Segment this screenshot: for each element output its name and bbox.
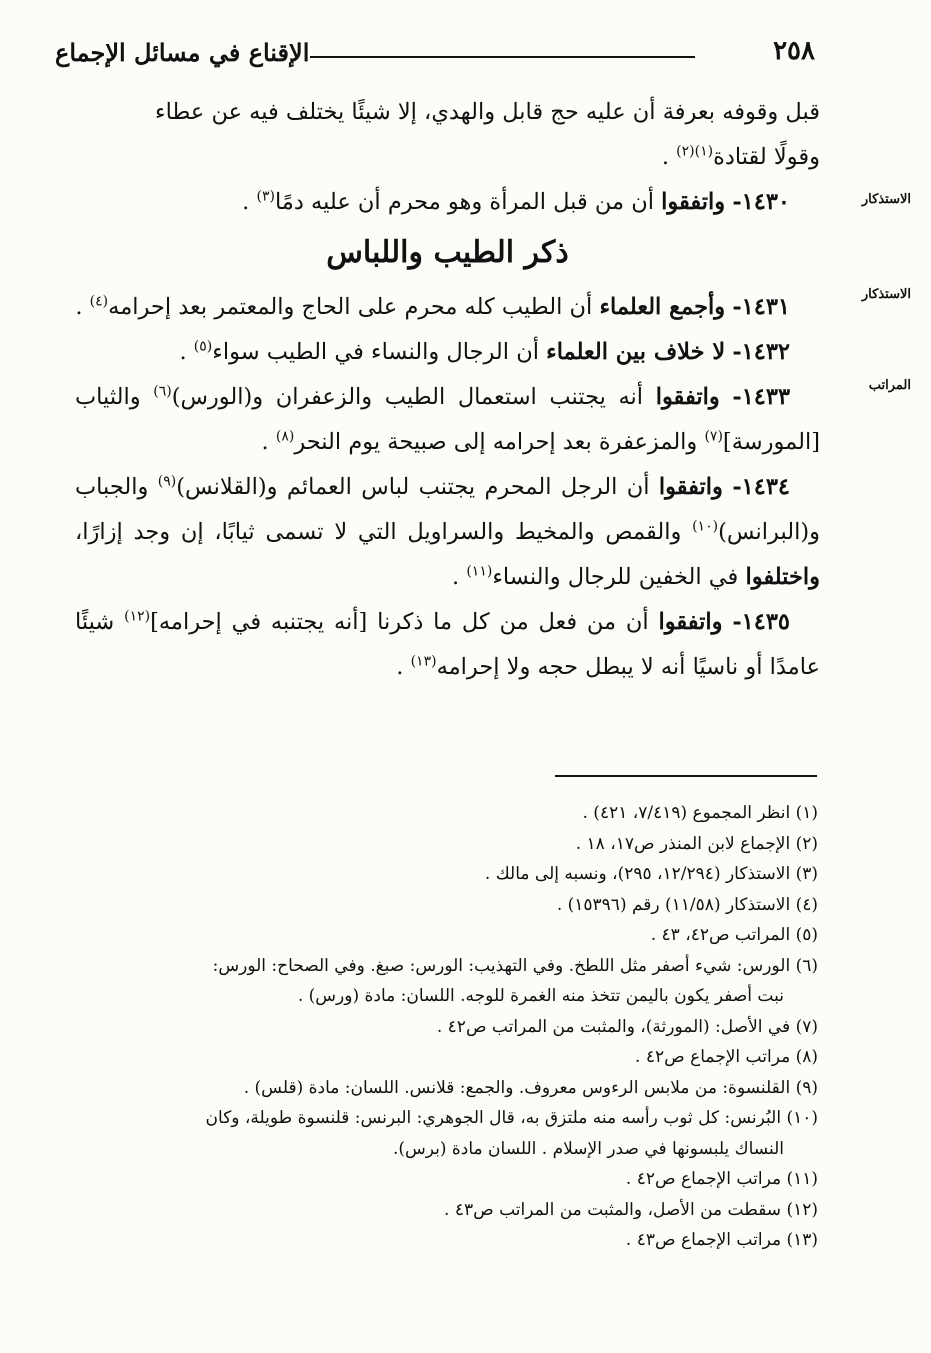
paragraph-text: أن من فعل من كل ما ذكرنا [أنه يجتنبه في إحرامه] bbox=[150, 609, 649, 635]
margin-note-istidhkar-1: الاستذكار bbox=[861, 192, 911, 207]
footnote-ref: (١٠) bbox=[692, 518, 719, 535]
footnote-ref: (٨) bbox=[275, 428, 295, 445]
paragraph-number: ١٤٣٥- bbox=[732, 609, 791, 635]
paragraph-1431: ١٤٣١- وأجمع العلماء أن الطيب كله محرم على الحاج والمعتمر بعد إحرامه$^{(٤)}$ . bbox=[75, 293, 790, 320]
footnote-ref: (٣) bbox=[256, 188, 275, 205]
footnote: (٦) الورس: شيء أصفر مثل اللطخ. وفي التهذيب: الورس: صبغ. وفي الصحاح: الورس: bbox=[212, 955, 818, 976]
paragraph-lead: واتفقوا bbox=[655, 384, 720, 410]
paragraph-1433: ١٤٣٣- واتفقوا أنه يجتنب استعمال الطيب والزعفران و(الورس)$^{(٦)}$ والثياب [المورسة]$^{(٧)}$ والمزعفرة بعد إحرامه إلى صبيحة يوم النحر$^{(٨)}$ . bbox=[75, 383, 820, 455]
footnote: (٨) مراتب الإجماع ص٤٢ . bbox=[635, 1047, 818, 1067]
paragraph-1434: ١٤٣٤- واتفقوا أن الرجل المحرم يجتنب لباس العمائم و(القلانس)$^{(٩)}$ والجباب و(البرانس)$^{(١٠)}$ والقمص والمخيط والسراويل التي لا تسمى ثيابًا، إن وجد إزارًا، واختلفوا في الخفين للرجال والنساء$^{(١١)}$ . bbox=[75, 473, 820, 590]
section-title: ذكر الطيب واللباس bbox=[326, 235, 569, 270]
footnote-ref: (٥) bbox=[193, 338, 213, 355]
paragraph-number: ١٤٣٠- bbox=[732, 189, 790, 215]
paragraph-text: شيئًا عامدًا أو ناسيًا أنه لا يبطل حجه ولا إحرامه bbox=[75, 609, 820, 680]
margin-note-istidhkar-2: الاستذكار bbox=[861, 287, 911, 302]
paragraph-text: أن الرجل المحرم يجتنب لباس العمائم و(القلانس) bbox=[176, 474, 650, 500]
footnote: (١٠) البُرنس: كل ثوب رأسه منه ملتزق به، قال الجوهري: البرنس: قلنسوة طويلة، وكان bbox=[205, 1108, 818, 1128]
paragraph-text: أن الطيب كله محرم على الحاج والمعتمر بعد bbox=[178, 294, 593, 320]
paragraph-text: أن من قبل المرأة وهو محرم أن عليه دمًا bbox=[274, 189, 654, 215]
book-title: الإقناع في مسائل الإجماع bbox=[55, 38, 310, 67]
footnote-ref: (١)(٢) bbox=[676, 143, 714, 160]
intro-line: قبل وقوفه بعرفة أن عليه حج قابل والهدي، إلا شيئًا يختلف فيه عن عطاء bbox=[154, 99, 820, 125]
paragraph-text: وجد إزارًا، bbox=[75, 519, 171, 545]
footnote-continuation: النساك يلبسونها في صدر الإسلام . اللسان مادة (برس). bbox=[392, 1138, 784, 1159]
paragraph-number: ١٤٣١- bbox=[732, 294, 790, 320]
footnote: (٩) القلنسوة: من ملابس الرءوس معروف. والجمع: قلانس. اللسان: مادة (قلس) . bbox=[243, 1077, 818, 1098]
paragraph-1430: ١٤٣٠- واتفقوا أن من قبل المرأة وهو محرم أن عليه دمًا$^{(٣)}$ . bbox=[242, 188, 790, 215]
footnote: (٤) الاستذكار (١١/٥٨) رقم (١٥٣٩٦) . bbox=[556, 894, 818, 915]
footnote-ref: (٤) bbox=[89, 293, 109, 310]
footnotes bbox=[70, 798, 818, 1256]
intro-line: وقولًا لقتادة bbox=[713, 144, 820, 170]
footnote-ref: (١١) bbox=[466, 563, 493, 580]
footnote-continuation: نبت أصفر يكون باليمن تتخذ منه الغمرة للوجه. اللسان: مادة (ورس) . bbox=[297, 986, 784, 1006]
paragraph-text: أنه يجتنب استعمال الطيب والزعفران و(الورس) bbox=[171, 384, 644, 410]
paragraph-1432: ١٤٣٢- لا خلاف بين العلماء أن الرجال والنساء في الطيب سواء$^{(٥)}$ . bbox=[179, 338, 790, 365]
paragraph-text: إحرامه bbox=[108, 294, 172, 320]
paragraph-lead: واختلفوا bbox=[745, 564, 820, 590]
footnote: (١) انظر المجموع (٧/٤١٩، ٤٢١) . bbox=[582, 803, 818, 823]
footnote: (٥) المراتب ص٤٢، ٤٣ . bbox=[650, 925, 818, 945]
paragraph-1435: ١٤٣٥- واتفقوا أن من فعل من كل ما ذكرنا [أنه يجتنبه في إحرامه]$^{(١٢)}$ شيئًا عامدًا أو ناسيًا أنه لا يبطل حجه ولا إحرامه$^{(١٣)}$ . bbox=[75, 608, 820, 680]
paragraph-number: ١٤٣٤- bbox=[732, 474, 790, 500]
margin-note-maratib: المراتب bbox=[868, 378, 911, 393]
paragraph-number: ١٤٣٢- bbox=[732, 339, 790, 365]
footnote: (١١) مراتب الإجماع ص٤٢ . bbox=[625, 1169, 818, 1189]
paragraph-text: أن الرجال والنساء في الطيب سواء bbox=[212, 339, 539, 365]
paragraph-lead: واتفقوا bbox=[661, 189, 726, 215]
intro-paragraph: قبل وقوفه بعرفة أن عليه حج قابل والهدي، إلا شيئًا يختلف فيه عن عطاء وقولًا لقتادة$^{(١)(٢)}$ . bbox=[154, 99, 820, 170]
footnote-ref: (٧) bbox=[704, 428, 723, 445]
paragraph-lead: لا خلاف بين العلماء bbox=[546, 339, 726, 365]
footnote-ref: (١٢) bbox=[124, 608, 151, 625]
footnote-ref: (٦) bbox=[153, 383, 172, 400]
footnote: (٢) الإجماع لابن المنذر ص١٧، ١٨ . bbox=[575, 833, 818, 854]
paragraph-lead: واتفقوا bbox=[658, 609, 723, 635]
paragraph-text: والمزعفرة بعد إحرامه إلى صبيحة يوم النحر bbox=[294, 429, 698, 455]
paragraph-text: في الخفين للرجال والنساء bbox=[492, 564, 739, 590]
paragraph-lead: وأجمع العلماء bbox=[599, 294, 726, 320]
header-rule bbox=[310, 56, 695, 58]
page-header bbox=[55, 36, 815, 86]
footnote: (١٢) سقطت من الأصل، والمثبت من المراتب ص٤٣ . bbox=[444, 1199, 818, 1220]
paragraph-text: والجباب و(البرانس) bbox=[75, 474, 820, 545]
footnote: (٧) في الأصل: (المورثة)، والمثبت من المراتب ص٤٢ . bbox=[436, 1016, 818, 1037]
footnote: (٣) الاستذكار (١٢/٢٩٤، ٢٩٥)، ونسبه إلى مالك . bbox=[484, 864, 818, 884]
main-text bbox=[75, 90, 820, 690]
page-number: ٢٥٨ bbox=[773, 36, 815, 66]
footnote-divider bbox=[555, 775, 817, 777]
paragraph-text: والثياب [المورسة] bbox=[75, 384, 820, 455]
footnote-ref: (٩) bbox=[157, 473, 177, 490]
footnote: (١٣) مراتب الإجماع ص٤٣ . bbox=[625, 1230, 818, 1250]
paragraph-lead: واتفقوا bbox=[658, 474, 723, 500]
paragraph-text: والقمص والمخيط والسراويل التي لا تسمى ثيابًا، إن bbox=[180, 519, 682, 545]
paragraph-number: ١٤٣٣- bbox=[732, 384, 791, 410]
footnote-ref: (١٣) bbox=[410, 653, 437, 670]
